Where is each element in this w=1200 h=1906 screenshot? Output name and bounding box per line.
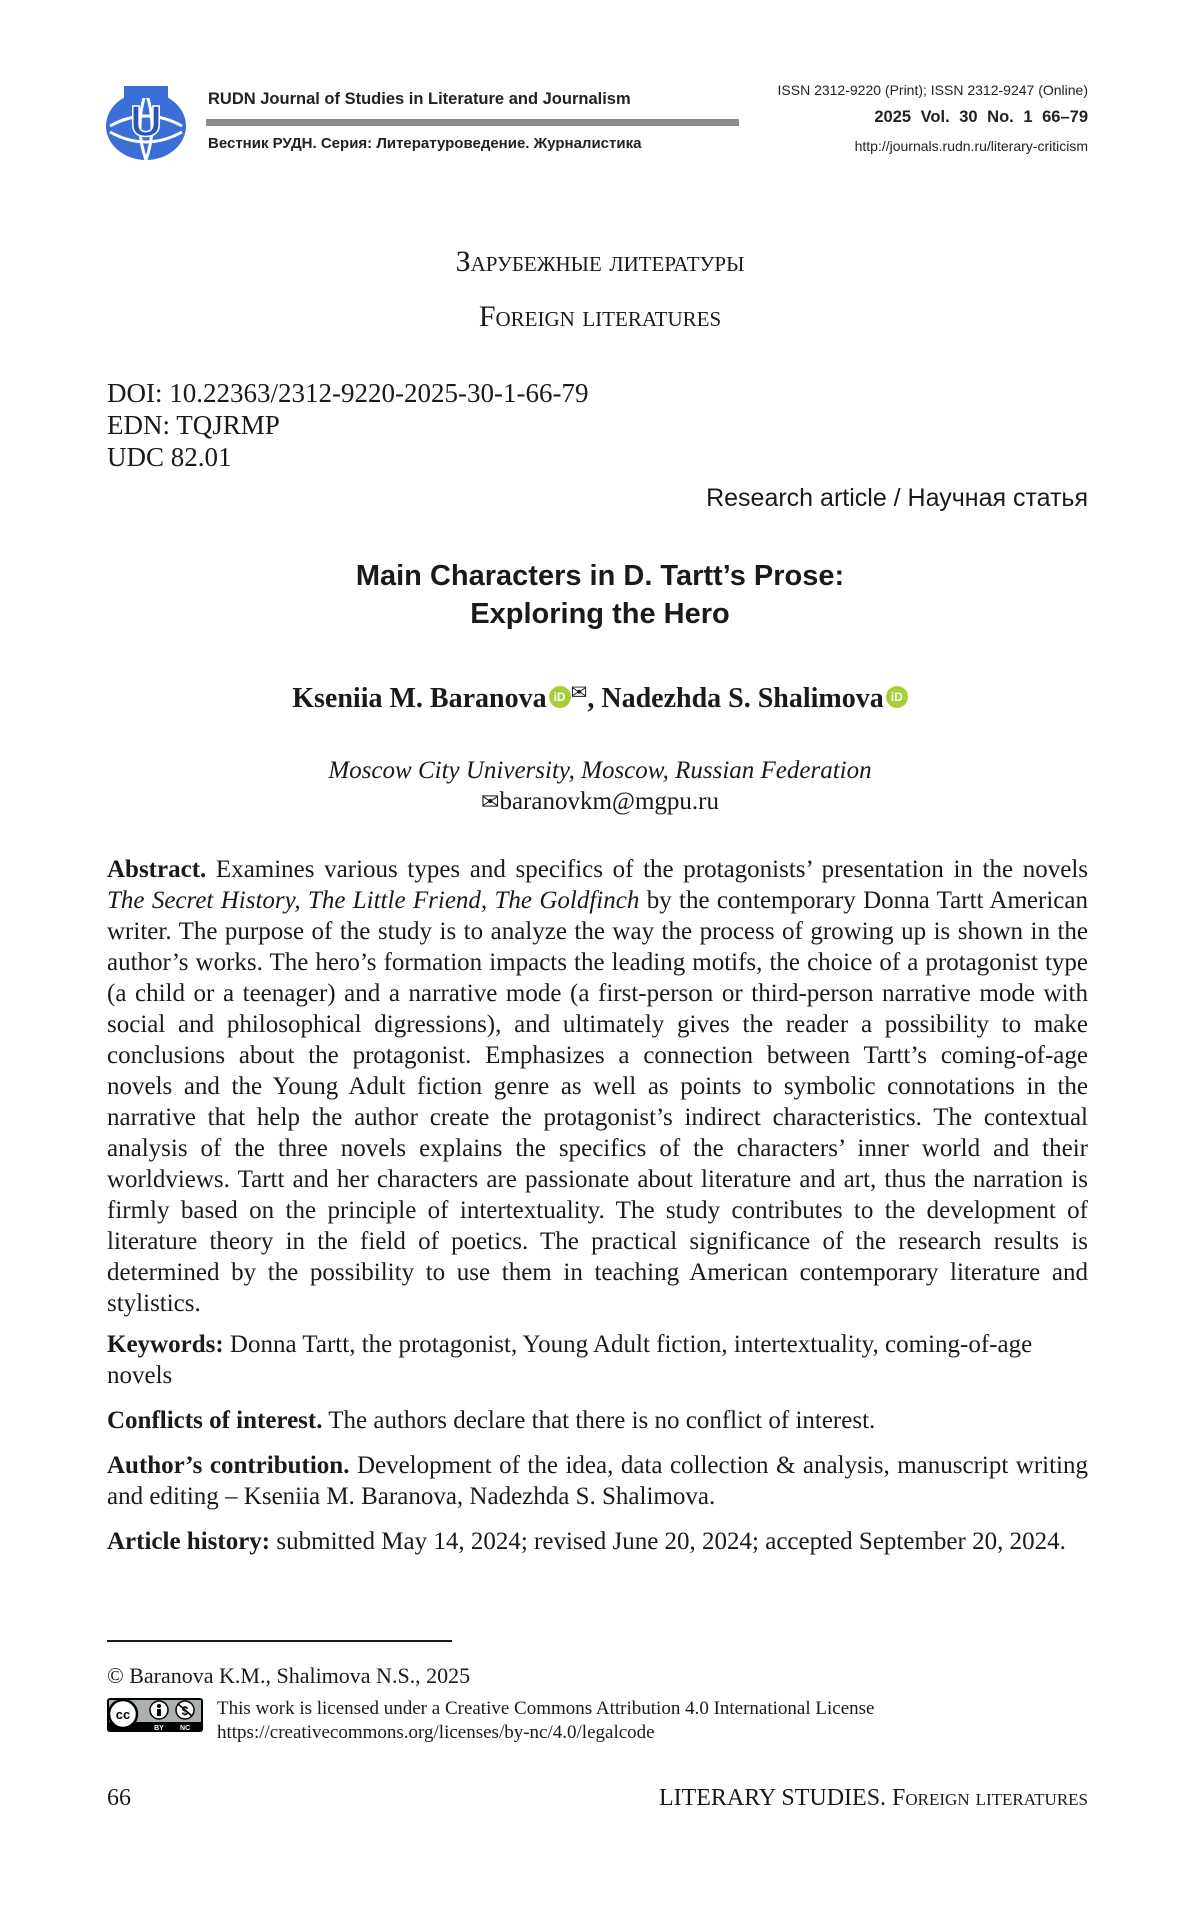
history-label: Article history: — [107, 1528, 270, 1555]
conflicts-text: The authors declare that there is no conflict of interest. — [322, 1407, 875, 1434]
orcid-icon[interactable]: iD — [549, 686, 571, 708]
keywords — [107, 1329, 1088, 1391]
keywords-text: Donna Tartt, the protagonist, Young Adult fiction, intertextuality, coming-of-age novels — [107, 1331, 1032, 1389]
journal-title-en: RUDN Journal of Studies in Literature and Journalism — [208, 90, 631, 109]
issn: ISSN 2312-9220 (Print); ISSN 2312-9247 (Online) — [778, 82, 1089, 98]
history-text: submitted May 14, 2024; revised June 20, 2024; accepted September 20, 2024. — [270, 1528, 1066, 1555]
author-baranova: Kseniia M. Baranova — [292, 683, 546, 714]
svg-text:$: $ — [182, 1704, 189, 1718]
abstract-text-1: Examines various types and specifics of the protagonists’ presentation in the novels — [206, 856, 1088, 883]
abstract-text-2: by the contemporary Donna Tartt American writer. The purpose of the study is to analyze the way the process of growing up is shown in the author’s works. The hero’s formation impacts the leading motifs, the choice of a protagonist type (a child or a teenager) and a narrative mode (a first-person or third-person narrative mode with social and philosophical digressions), and ultimately gives the reader a possibility to make conclusions about the protagonist. Emphasizes a connection between Tartt’s coming-of-age novels and the Young Adult fiction genre as well as points to symbolic connotations in the narrative that help the author create the protagonist’s indirect characteristics. The contextual analysis of the three novels explains the specifics of the characters’ inner world and their worldviews. Tartt and her characters are passionate about literature and art, thus the narration is firmly based on the principle of intertextuality. The study contributes to the development of literature theory in the field of poetics. The practical significance of the research results is determined by the possibility to use them in teaching American contemporary literature and stylistics. — [107, 887, 1088, 1317]
section-heading-ru: Зарубежные литературы — [0, 245, 1200, 279]
author-contribution — [107, 1450, 1088, 1512]
conflicts-label: Conflicts of interest. — [107, 1407, 322, 1434]
author-shalimova: Nadezhda S. Shalimova — [601, 683, 883, 714]
email-link[interactable]: baranovkm@mgpu.ru — [499, 788, 719, 815]
conflicts-of-interest — [107, 1405, 1088, 1436]
section-heading-en: Foreign literatures — [0, 300, 1200, 334]
header-rule — [206, 119, 739, 126]
journal-logo — [104, 86, 188, 162]
abstract-novels: The Secret History, The Little Friend, The Goldfinch — [107, 887, 639, 914]
by-icon: BY — [154, 1725, 164, 1732]
article-title-line2: Exploring the Hero — [0, 598, 1200, 631]
article-type: Research article / Научная статья — [706, 484, 1088, 513]
license-url[interactable]: https://creativecommons.org/licenses/by-nc/4.0/legalcode — [217, 1721, 874, 1745]
edn: EDN: TQJRMP — [107, 410, 280, 441]
authors — [0, 680, 1200, 715]
license — [217, 1697, 874, 1745]
mail-icon: ✉ — [571, 682, 588, 704]
cc-icon: cc — [116, 1707, 130, 1722]
keywords-label: Keywords: — [107, 1331, 224, 1358]
author-separator: , — [587, 683, 601, 714]
license-text: This work is licensed under a Creative Commons Attribution 4.0 International License — [217, 1697, 874, 1721]
cc-by-nc-badge[interactable] — [107, 1698, 203, 1737]
mail-icon: ✉ — [481, 789, 499, 814]
contribution-label: Author’s contribution. — [107, 1452, 349, 1479]
doi[interactable]: DOI: 10.22363/2312-9220-2025-30-1-66-79 — [107, 378, 588, 409]
running-footer — [659, 1785, 1088, 1812]
copyright: © Baranova K.M., Shalimova N.S., 2025 — [107, 1663, 470, 1689]
abstract-label: Abstract. — [107, 856, 206, 883]
issue-info: 2025 Vol. 30 No. 1 66–79 — [874, 108, 1088, 127]
affiliation: Moscow City University, Moscow, Russian Federation — [0, 757, 1200, 785]
abstract — [107, 854, 1088, 1319]
journal-title-ru: Вестник РУДН. Серия: Литературоведение. Журналистика — [208, 135, 641, 152]
orcid-icon[interactable]: iD — [886, 686, 908, 708]
footnote-rule — [107, 1640, 452, 1642]
journal-url[interactable]: http://journals.rudn.ru/literary-criticism — [855, 138, 1088, 154]
email-line — [0, 788, 1200, 816]
contribution-text: Development of the idea, data collection & analysis, manuscript writing and editing – Kseniia M. Baranova, Nadezhda S. Shalimova. — [107, 1452, 1088, 1510]
running-footer-section: Foreign literatures — [892, 1785, 1088, 1811]
nc-icon: NC — [180, 1725, 190, 1732]
logo-letter: U — [130, 97, 162, 146]
running-footer-main: LITERARY STUDIES. — [659, 1785, 892, 1811]
article-history — [107, 1526, 1088, 1557]
udc: UDC 82.01 — [107, 442, 232, 473]
article-title-line1: Main Characters in D. Tartt’s Prose: — [0, 560, 1200, 593]
page-number: 66 — [107, 1785, 131, 1812]
